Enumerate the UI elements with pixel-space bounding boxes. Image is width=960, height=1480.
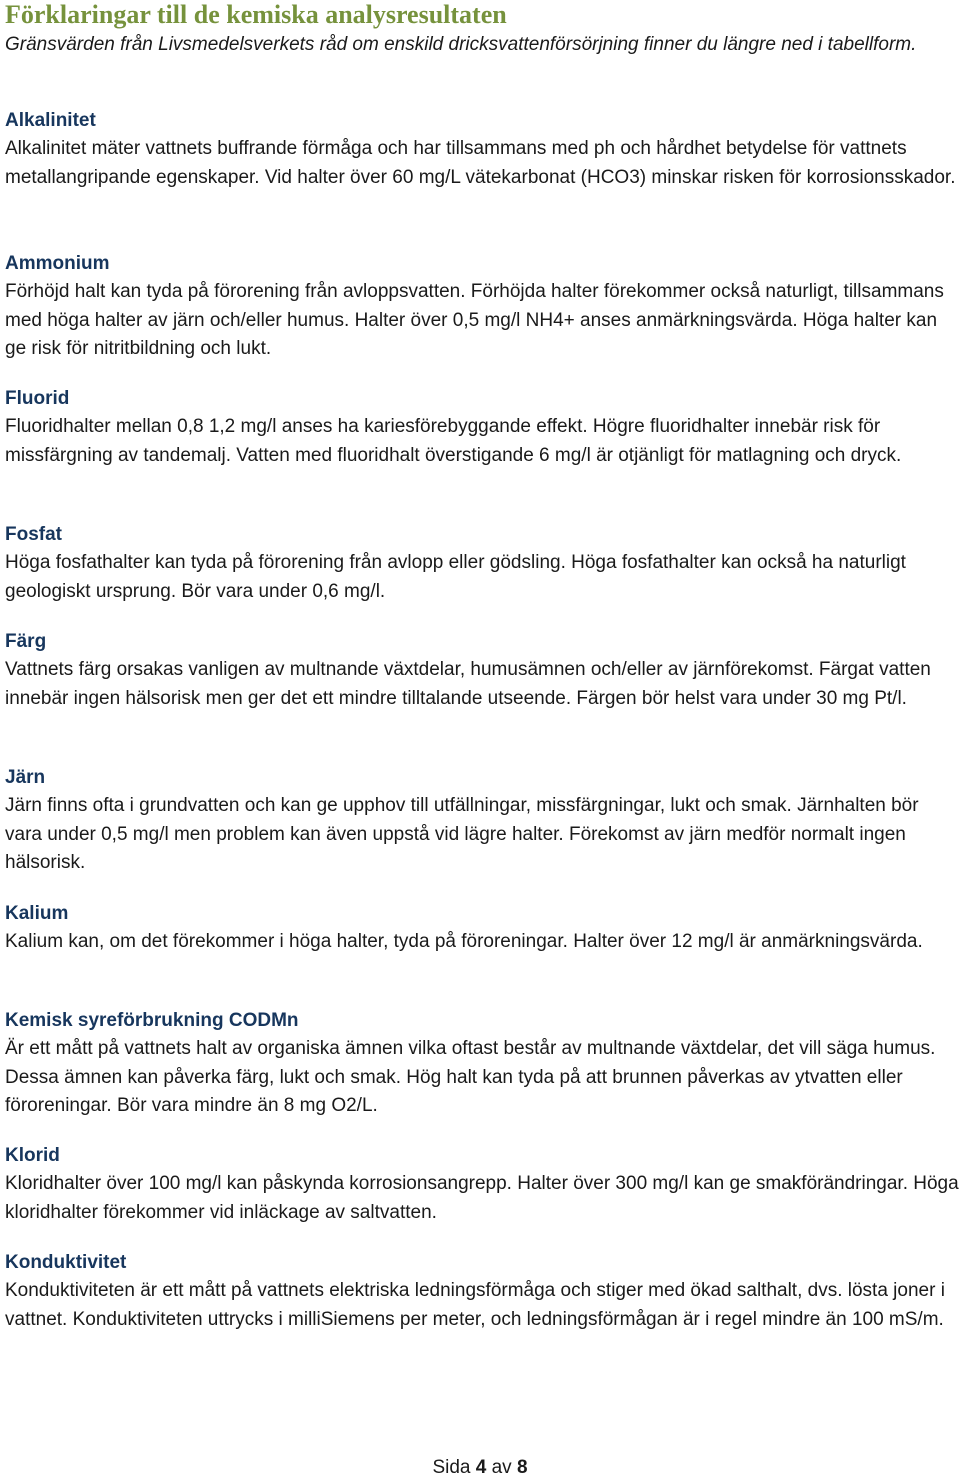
current-page-number: 4 (475, 1457, 487, 1478)
section-body: Alkalinitet mäter vattnets buffrande förmåga och har tillsammans med ph och hårdhet betydelse för vattnets metallangripande egenskaper. Vid halter över 60 mg/L vätekarbonat (HCO3) minskar risken för korrosionsskador. (5, 138, 956, 188)
section-heading: Färg (5, 631, 47, 652)
section-klorid (5, 1142, 960, 1227)
section-body: Konduktiviteten är ett mått på vattnets elektriska ledningsförmåga och stiger med ökad salthalt, dvs. lösta joner i vattnet. Konduktiviteten uttrycks i milliSiemens per meter, och ledningsförmågan är i regel mindre än 100 mS/m. (5, 1280, 945, 1330)
section-ammonium (5, 250, 960, 364)
document-title: Förklaringar till de kemiska analysresultaten (5, 0, 507, 29)
section-body: Kalium kan, om det förekommer i höga halter, tyda på föroreningar. Halter över 12 mg/l är anmärkningsvärda. (5, 931, 923, 952)
page-label: Sida (432, 1457, 471, 1478)
section-kemisk-syreforbrukning (5, 1007, 960, 1121)
section-jarn (5, 764, 960, 878)
section-alkalinitet (5, 107, 960, 192)
section-heading: Fluorid (5, 388, 70, 409)
section-farg (5, 628, 960, 713)
section-heading: Järn (5, 767, 46, 788)
section-body: Kloridhalter över 100 mg/l kan påskynda korrosionsangrepp. Halter över 300 mg/l kan ge smakförändringar. Höga kloridhalter förekommer vid inläckage av saltvatten. (5, 1173, 959, 1223)
section-heading: Alkalinitet (5, 110, 96, 131)
section-body: Förhöjd halt kan tyda på förorening från avloppsvatten. Förhöjda halter förekommer också naturligt, tillsammans med höga halter av järn och/eller humus. Halter över 0,5 mg/l NH4+ anses anmärkningsvärda. Höga halter kan ge risk för nitritbildning och lukt. (5, 281, 944, 360)
section-heading: Klorid (5, 1145, 60, 1166)
total-page-count: 8 (516, 1457, 528, 1478)
page-separator: av (491, 1457, 512, 1478)
section-heading: Kalium (5, 903, 69, 924)
page-footer (0, 1456, 960, 1480)
section-konduktivitet (5, 1249, 960, 1334)
section-body: Fluoridhalter mellan 0,8 1,2 mg/l anses ha kariesförebyggande effekt. Högre fluoridhalter innebär risk för missfärgning av tandemalj. Vatten med fluoridhalt överstigande 6 mg/l är otjänligt för matlagning och dryck. (5, 416, 902, 466)
section-fosfat (5, 521, 960, 606)
section-fluorid (5, 385, 960, 470)
section-body: Järn finns ofta i grundvatten och kan ge upphov till utfällningar, missfärgningar, lukt och smak. Järnhalten bör vara under 0,5 mg/l men problem kan även uppstå vid lägre halter. Förekomst av järn medför normalt ingen hälsorisk. (5, 795, 919, 874)
section-heading: Ammonium (5, 253, 110, 274)
section-body: Höga fosfathalter kan tyda på förorening från avlopp eller gödsling. Höga fosfathalter kan också ha naturligt geologiskt ursprung. Bör vara under 0,6 mg/l. (5, 552, 906, 602)
section-body: Vattnets färg orsakas vanligen av multnande växtdelar, humusämnen och/eller av järnförekomst. Färgat vatten innebär ingen hälsorisk men ger det ett mindre tilltalande utseende. Färgen bör helst vara under 30 mg Pt/l. (5, 659, 931, 709)
section-body: Är ett mått på vattnets halt av organiska ämnen vilka oftast består av multnande växtdelar, det vill säga humus. Dessa ämnen kan påverka färg, lukt och smak. Hög halt kan tyda på att brunnen påverkas av ytvatten eller föroreningar. Bör vara mindre än 8 mg O2/L. (5, 1038, 936, 1117)
document-intro: Gränsvärden från Livsmedelsverkets råd om enskild dricksvattenförsörjning finner du längre ned i tabellform. (5, 34, 917, 55)
section-heading: Konduktivitet (5, 1252, 127, 1273)
section-heading: Fosfat (5, 524, 62, 545)
section-kalium (5, 900, 960, 957)
section-heading: Kemisk syreförbrukning CODMn (5, 1010, 299, 1031)
